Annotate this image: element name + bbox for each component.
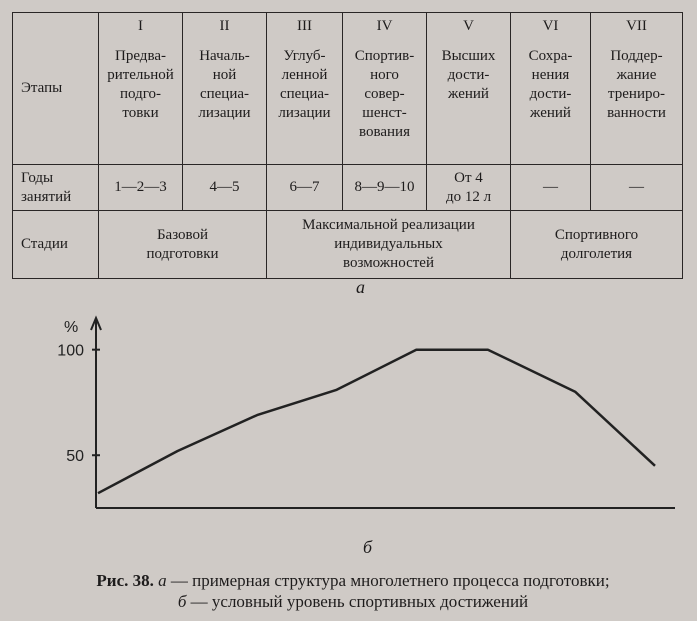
years-cell: 4—5 (183, 165, 267, 211)
stadiya-cell: Максимальной реализации индивидуальных возможностей (267, 211, 511, 279)
caption-fig-number: Рис. 38. (96, 571, 154, 590)
stage-number: II (183, 13, 267, 45)
figure-caption (18, 570, 688, 612)
stage-name: Предва- рительной подго- товки (99, 45, 183, 165)
stage-name: Углуб- ленной специа- лизации (267, 45, 343, 165)
y-axis-label: % (64, 319, 79, 336)
caption-letter-a: а (158, 571, 167, 590)
stage-name: Спортив- ного совер- шенст- вования (343, 45, 427, 165)
figure-label-a: а (356, 277, 365, 297)
stage-name: Поддер- жание трениро- ванности (591, 45, 683, 165)
stage-name: Высших дости- жений (427, 45, 511, 165)
caption-text-b: — условный уровень спортивных достижений (186, 592, 529, 611)
row-header-stadii: Стадии (13, 211, 99, 279)
caption-text-a: — примерная структура многолетнего процесса подготовки; (166, 571, 610, 590)
stages-table (12, 12, 683, 279)
stage-name-row (13, 45, 683, 165)
stadiya-cell: Спортивного долголетия (511, 211, 683, 279)
stage-number: VI (511, 13, 591, 45)
stage-name: Началь- ной специа- лизации (183, 45, 267, 165)
years-row (13, 165, 683, 211)
row-header-etapy: Этапы (13, 13, 99, 165)
years-cell: 1—2—3 (99, 165, 183, 211)
y-tick-label: 100 (57, 342, 84, 360)
achievement-chart (0, 300, 697, 540)
years-cell: 8—9—10 (343, 165, 427, 211)
years-cell: 6—7 (267, 165, 343, 211)
years-cell: — (511, 165, 591, 211)
roman-row (13, 13, 683, 45)
stage-number: III (267, 13, 343, 45)
caption-letter-b: б (177, 592, 187, 611)
stage-number: I (99, 13, 183, 45)
stage-name: Сохра- нения дости- жений (511, 45, 591, 165)
row-header-gody: Годы занятий (13, 165, 99, 211)
stadiya-cell: Базовой подготовки (99, 211, 267, 279)
y-tick-label: 50 (66, 448, 84, 466)
achievement-level-line (98, 350, 655, 494)
stage-number: V (427, 13, 511, 45)
stage-number: VII (591, 13, 683, 45)
stage-number: IV (343, 13, 427, 45)
years-cell: — (591, 165, 683, 211)
figure-label-b: б (363, 537, 373, 557)
stadii-row (13, 211, 683, 279)
years-cell: От 4 до 12 л (427, 165, 511, 211)
